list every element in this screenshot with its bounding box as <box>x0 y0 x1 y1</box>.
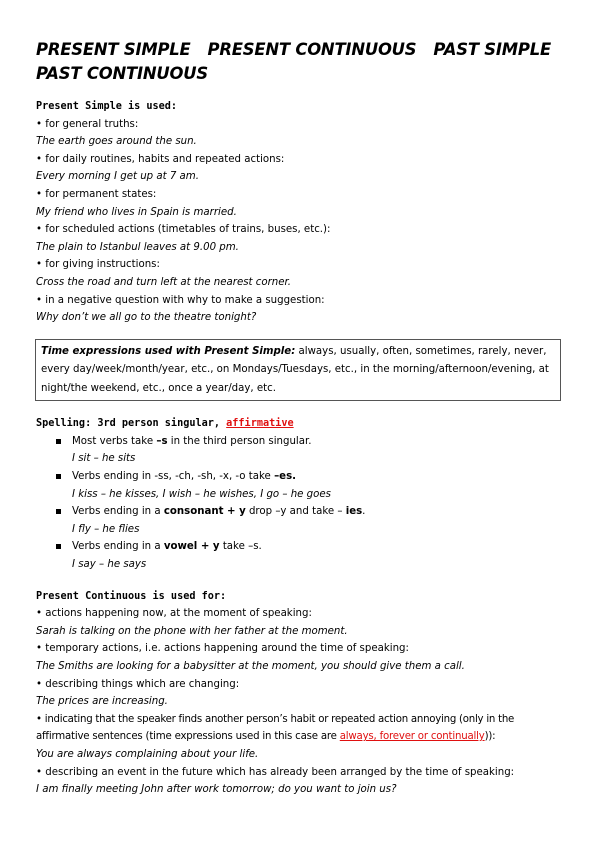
title-present-simple: PRESENT SIMPLE <box>36 40 191 59</box>
spelling-example: I fly – he flies <box>72 523 140 535</box>
usage-line: affirmative sentences (time expressions used in this case are always, forever or continually)): <box>36 731 496 743</box>
usage-line: • indicating that the speaker finds another person’s habit or repeated action annoying (only in the <box>36 713 515 725</box>
example-line: My friend who lives in Spain is married. <box>36 206 237 218</box>
affirmative-label: affirmative <box>226 418 294 430</box>
title-past-simple: PAST SIMPLE <box>433 40 551 59</box>
worksheet-page <box>36 38 560 799</box>
spelling-rule: Verbs ending in a consonant + y drop –y and take – ies. I fly – he flies <box>54 503 560 538</box>
example-line: Why don’t we all go to the theatre tonight? <box>36 312 257 324</box>
example-line: Cross the road and turn left at the nearest corner. <box>36 276 292 288</box>
example-line: I am finally meeting John after work tomorrow; do you want to join us? <box>36 784 397 796</box>
spelling-example: I say – he says <box>72 558 147 570</box>
usage-line: • for permanent states: <box>36 188 157 200</box>
usage-line: • actions happening now, at the moment of speaking: <box>36 608 312 620</box>
usage-line: • for general truths: <box>36 118 139 130</box>
spelling-rule: Most verbs take –s in the third person singular. I sit – he sits <box>54 433 560 468</box>
time-expressions-text: always, usually, often, sometimes, rarely, never, every day/week/month/year, etc., on Mondays/Tuesdays, etc., in the morning/afternoon/evening, at night/the weekend, etc., once a year/day, etc. <box>41 345 549 394</box>
usage-line: • in a negative question with why to make a suggestion: <box>36 294 325 306</box>
page-title <box>36 38 560 86</box>
usage-line: • for daily routines, habits and repeated actions: <box>36 153 285 165</box>
time-expressions-label: Time expressions used with Present Simple: <box>41 345 296 357</box>
spelling-example: I kiss – he kisses, I wish – he wishes, I go – he goes <box>72 488 331 500</box>
spelling-example: I sit – he sits <box>72 453 136 465</box>
spelling-section <box>36 415 560 573</box>
time-expressions-red: always, forever or continually <box>339 731 485 743</box>
present-simple-section <box>36 98 560 327</box>
example-line: The plain to Istanbul leaves at 9.00 pm. <box>36 241 239 253</box>
time-expressions-box <box>35 339 561 402</box>
example-line: You are always complaining about your life. <box>36 748 259 760</box>
title-past-continuous: PAST CONTINUOUS <box>36 64 208 83</box>
spelling-rule: Verbs ending in -ss, -ch, -sh, -x, -o take –es. I kiss – he kisses, I wish – he wishes, I go – he goes <box>54 468 560 503</box>
title-present-continuous: PRESENT CONTINUOUS <box>207 40 417 59</box>
example-line: The Smiths are looking for a babysitter at the moment, you should give them a call. <box>36 660 465 672</box>
usage-line: • for giving instructions: <box>36 259 160 271</box>
spelling-heading: Spelling: 3rd person singular, affirmative <box>36 418 294 430</box>
spelling-rules-list <box>36 433 560 574</box>
present-simple-heading: Present Simple is used: <box>36 101 178 112</box>
spelling-rule: Verbs ending in a vowel + y take –s. I say – he says <box>54 538 560 573</box>
present-continuous-section <box>36 588 560 799</box>
example-line: Sarah is talking on the phone with her father at the moment. <box>36 625 348 637</box>
usage-line: • describing things which are changing: <box>36 678 240 690</box>
usage-line: • for scheduled actions (timetables of trains, buses, etc.): <box>36 224 331 236</box>
usage-line: • describing an event in the future which has already been arranged by the time of speaking: <box>36 766 515 778</box>
example-line: The prices are increasing. <box>36 696 168 708</box>
usage-line: • temporary actions, i.e. actions happening around the time of speaking: <box>36 643 409 655</box>
example-line: Every morning I get up at 7 am. <box>36 171 199 183</box>
example-line: The earth goes around the sun. <box>36 136 197 148</box>
present-continuous-heading: Present Continuous is used for: <box>36 590 227 602</box>
